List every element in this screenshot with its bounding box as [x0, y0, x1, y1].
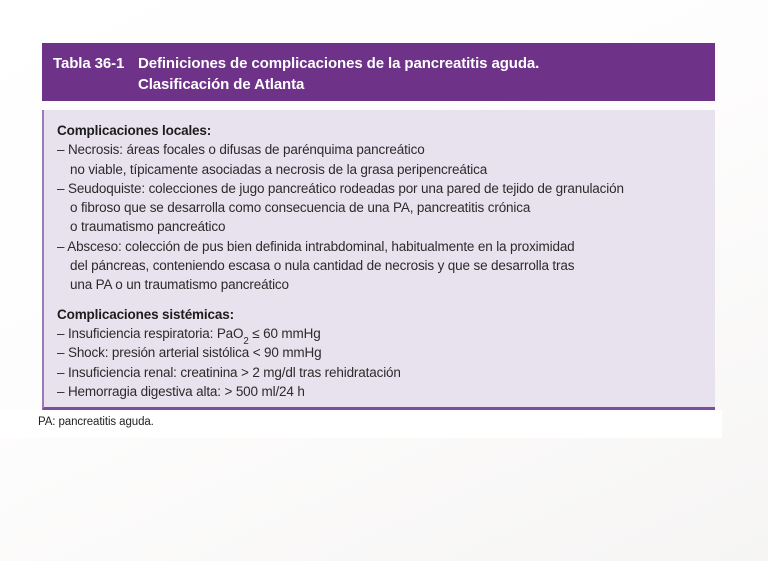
list-item-line: o traumatismo pancreático: [70, 219, 226, 235]
section-local-complications: [57, 121, 703, 295]
list-item-line: – Necrosis: áreas focales o difusas de parénquima pancreático: [57, 142, 425, 158]
table-footnote: PA: pancreatitis aguda.: [38, 416, 154, 428]
list-item-line: no viable, típicamente asociadas a necrosis de la grasa peripencreática: [70, 161, 488, 177]
pao2-subscript: 2: [243, 335, 249, 347]
section-heading: Complicaciones sistémicas:: [57, 306, 234, 322]
pao2-prefix: – Insuficiencia respiratoria: PaO: [57, 325, 244, 341]
table-title: [138, 53, 539, 95]
list-item-line: – Shock: presión arterial sistólica < 90 mmHg: [57, 345, 322, 361]
list-item-line: – Hemorragia digestiva alta: > 500 ml/24 h: [57, 383, 305, 399]
list-item-line: o fibroso que se desarrolla como consecuencia de una PA, pancreatitis crónica: [70, 200, 531, 216]
list-item-line: – Insuficiencia renal: creatinina > 2 mg/dl tras rehidratación: [57, 364, 401, 380]
table-label: Tabla 36-1: [53, 55, 125, 72]
list-item-line: – Absceso: colección de pus bien definida intrabdominal, habitualmente en la proximidad: [57, 238, 575, 254]
list-item-line: una PA o un traumatismo pancreático: [70, 277, 289, 293]
table-body: [42, 110, 715, 410]
list-item-line: – Seudoquiste: colecciones de jugo pancreático rodeadas por una pared de tejido de granulación: [57, 180, 624, 196]
section-systemic-complications: [57, 305, 703, 401]
list-item-line: [57, 324, 703, 347]
section-heading: Complicaciones locales:: [57, 123, 212, 138]
table-title-line2: Clasificación de Atlanta: [138, 76, 305, 93]
list-item-line: del páncreas, conteniendo escasa o nula cantidad de necrosis y que se desarrolla tras: [70, 258, 575, 274]
table-title-line1: Definiciones de complicaciones de la pancreatitis aguda.: [138, 55, 540, 72]
table-header-bar: [42, 43, 715, 101]
pao2-suffix: ≤ 60 mmHg: [248, 325, 321, 341]
